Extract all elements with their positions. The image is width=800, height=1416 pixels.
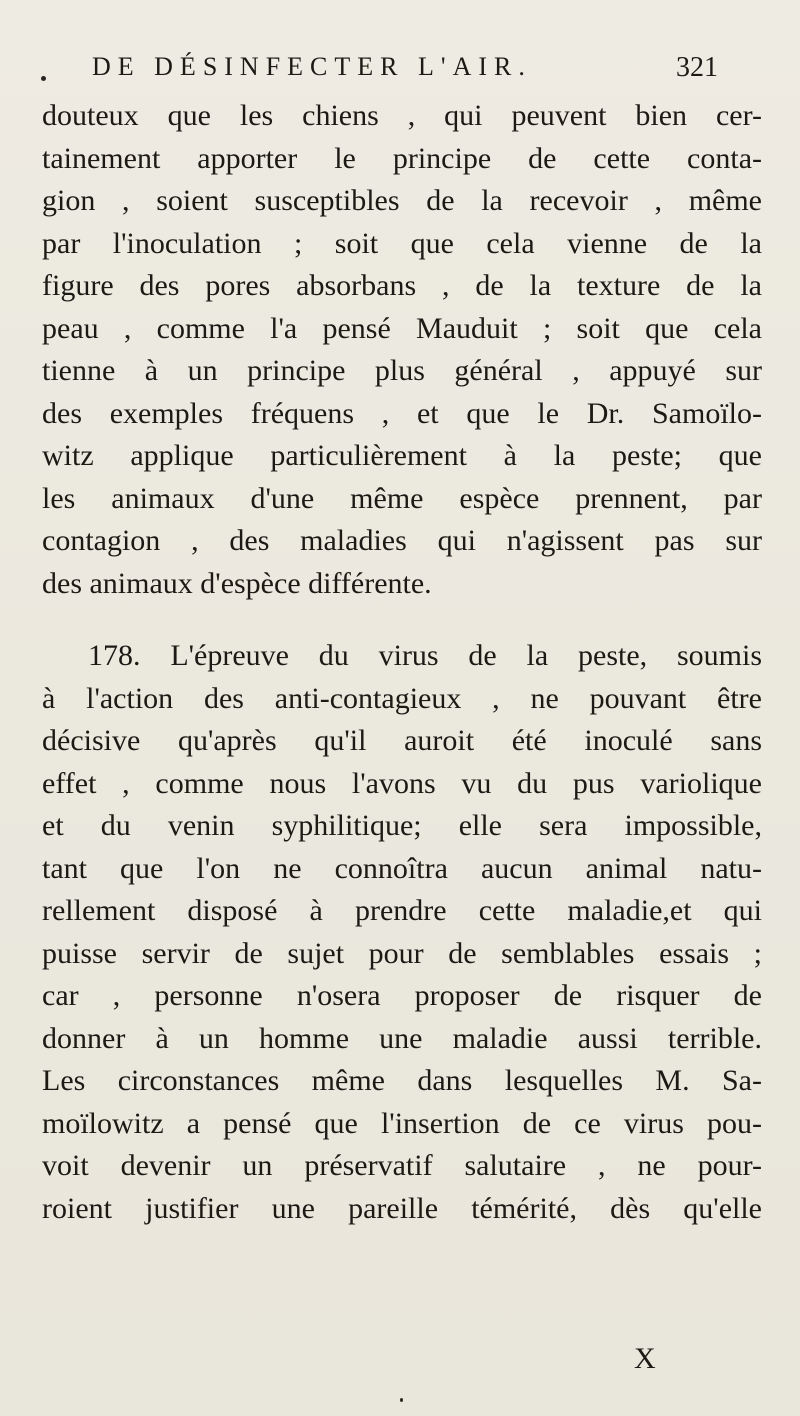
text-line: witz applique particulièrement à la peste; que — [42, 439, 762, 472]
text-line: décisive qu'après qu'il auroit été inoculé sans — [42, 724, 762, 757]
text-line: peau , comme l'a pensé Mauduit ; soit que cela — [42, 311, 762, 345]
ink-speck — [400, 1398, 403, 1402]
text-line: voit devenir un préservatif salutaire , ne pour- — [42, 1149, 762, 1182]
running-head — [0, 52, 800, 92]
paragraph-178 — [42, 635, 762, 1230]
text-line: tienne à un principe plus général , appuyé sur — [42, 354, 762, 387]
text-line: figure des pores absorbans , de la texture de la — [42, 269, 762, 302]
text-line: douteux que les chiens , qui peuvent bien cer- — [42, 99, 762, 132]
text-line: puisse servir de sujet pour de semblables essais ; — [42, 936, 762, 970]
text-line: et du venin syphilitique; elle sera impossible, — [42, 809, 762, 842]
text-line: effet , comme nous l'avons vu du pus variolique — [42, 766, 762, 800]
running-title: DE DÉSINFECTER L'AIR. — [92, 52, 532, 81]
text-line: des exemples fréquens , et que le Dr. Samoïlo- — [42, 396, 762, 430]
paragraph-gap — [42, 605, 762, 635]
text-line: les animaux d'une même espèce prennent, par — [42, 481, 762, 515]
paragraph-1 — [42, 95, 762, 605]
text-line: contagion , des maladies qui n'agissent pas sur — [42, 524, 762, 557]
text-line: moïlowitz a pensé que l'insertion de ce virus pou- — [42, 1106, 762, 1140]
page-number: 321 — [676, 52, 718, 83]
text-line: des animaux d'espèce différente. — [42, 566, 432, 600]
text-line: tainement apporter le principe de cette conta- — [42, 141, 762, 175]
ink-speck — [41, 76, 46, 81]
signature-mark: X — [634, 1342, 656, 1375]
text-line: car , personne n'osera proposer de risquer de — [42, 979, 762, 1012]
text-line: rellement disposé à prendre cette maladie,et qui — [42, 894, 762, 927]
text-line: Les circonstances même dans lesquelles M. Sa- — [42, 1064, 762, 1097]
text-line: donner à un homme une maladie aussi terrible. — [42, 1021, 762, 1055]
body-text — [42, 95, 762, 1230]
text-line: 178. L'épreuve du virus de la peste, soumis — [88, 639, 762, 672]
text-line: roient justifier une pareille témérité, dès qu'elle — [42, 1191, 762, 1225]
text-line: par l'inoculation ; soit que cela vienne de la — [42, 226, 762, 260]
text-line: gion , soient susceptibles de la recevoir , même — [42, 184, 762, 217]
text-line: tant que l'on ne connoîtra aucun animal natu- — [42, 851, 762, 885]
text-line: à l'action des anti-contagieux , ne pouvant être — [42, 681, 762, 715]
